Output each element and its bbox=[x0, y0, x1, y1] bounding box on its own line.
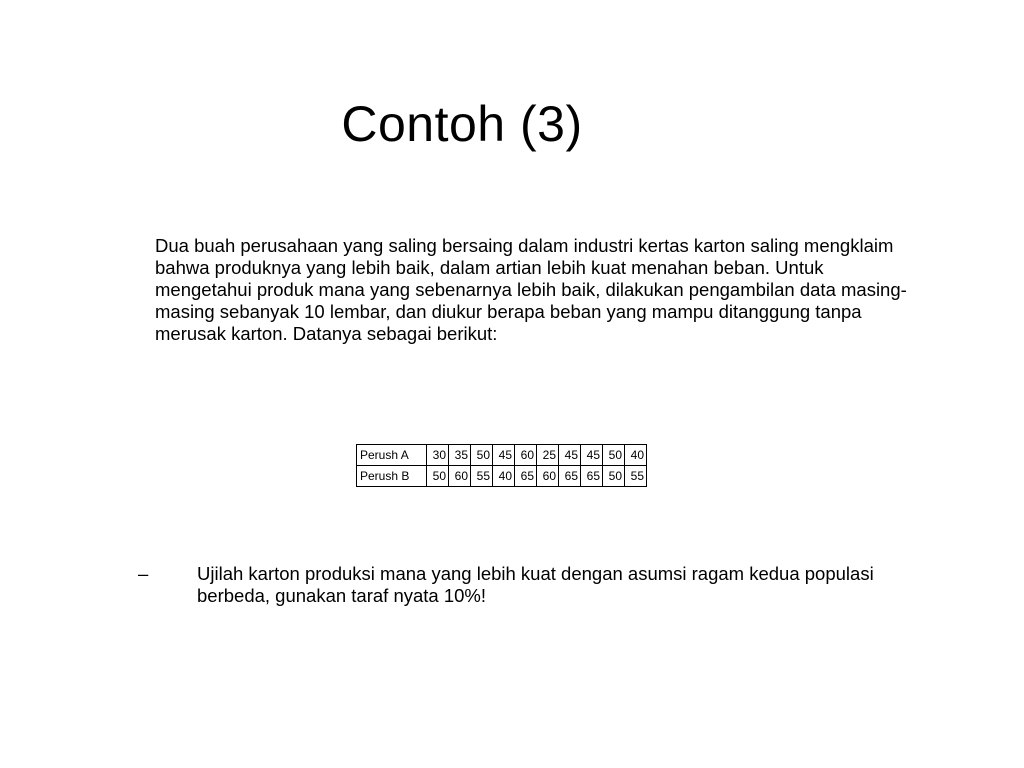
data-table bbox=[356, 444, 647, 487]
table-cell: 55 bbox=[471, 466, 493, 487]
table-cell: 25 bbox=[537, 445, 559, 466]
table-cell: 60 bbox=[449, 466, 471, 487]
row-label: Perush A bbox=[357, 445, 427, 466]
table-cell: 50 bbox=[427, 466, 449, 487]
table-cell: 35 bbox=[449, 445, 471, 466]
intro-paragraph: Dua buah perusahaan yang saling bersaing dalam industri kertas karton saling mengklaim bahwa produknya yang lebih baik, dalam artian lebih kuat menahan beban. Untuk mengetahui produk mana yang sebenarnya lebih baik, dilakukan pengambilan data masing-masing sebanyak 10 lembar, dan diukur berapa beban yang mampu ditanggung tanpa merusak karton. Datanya sebagai berikut: bbox=[155, 235, 907, 344]
table-cell: 45 bbox=[581, 445, 603, 466]
table-row-perush-a bbox=[357, 445, 647, 466]
table-cell: 30 bbox=[427, 445, 449, 466]
table-cell: 65 bbox=[559, 466, 581, 487]
slide-title: Contoh (3) bbox=[341, 96, 583, 152]
table-cell: 40 bbox=[493, 466, 515, 487]
table-cell: 50 bbox=[603, 466, 625, 487]
table-cell: 65 bbox=[581, 466, 603, 487]
table-cell: 45 bbox=[559, 445, 581, 466]
table-row-perush-b bbox=[357, 466, 647, 487]
dash-bullet: – bbox=[138, 563, 149, 584]
table-cell: 60 bbox=[537, 466, 559, 487]
table-cell: 50 bbox=[471, 445, 493, 466]
table-cell: 50 bbox=[603, 445, 625, 466]
task-text: Ujilah karton produksi mana yang lebih kuat dengan asumsi ragam kedua populasi berbeda, gunakan taraf nyata 10%! bbox=[197, 563, 874, 606]
table-cell: 65 bbox=[515, 466, 537, 487]
table-cell: 60 bbox=[515, 445, 537, 466]
table-cell: 45 bbox=[493, 445, 515, 466]
table-cell: 40 bbox=[625, 445, 647, 466]
table-cell: 55 bbox=[625, 466, 647, 487]
row-label: Perush B bbox=[357, 466, 427, 487]
task-item bbox=[138, 563, 918, 607]
